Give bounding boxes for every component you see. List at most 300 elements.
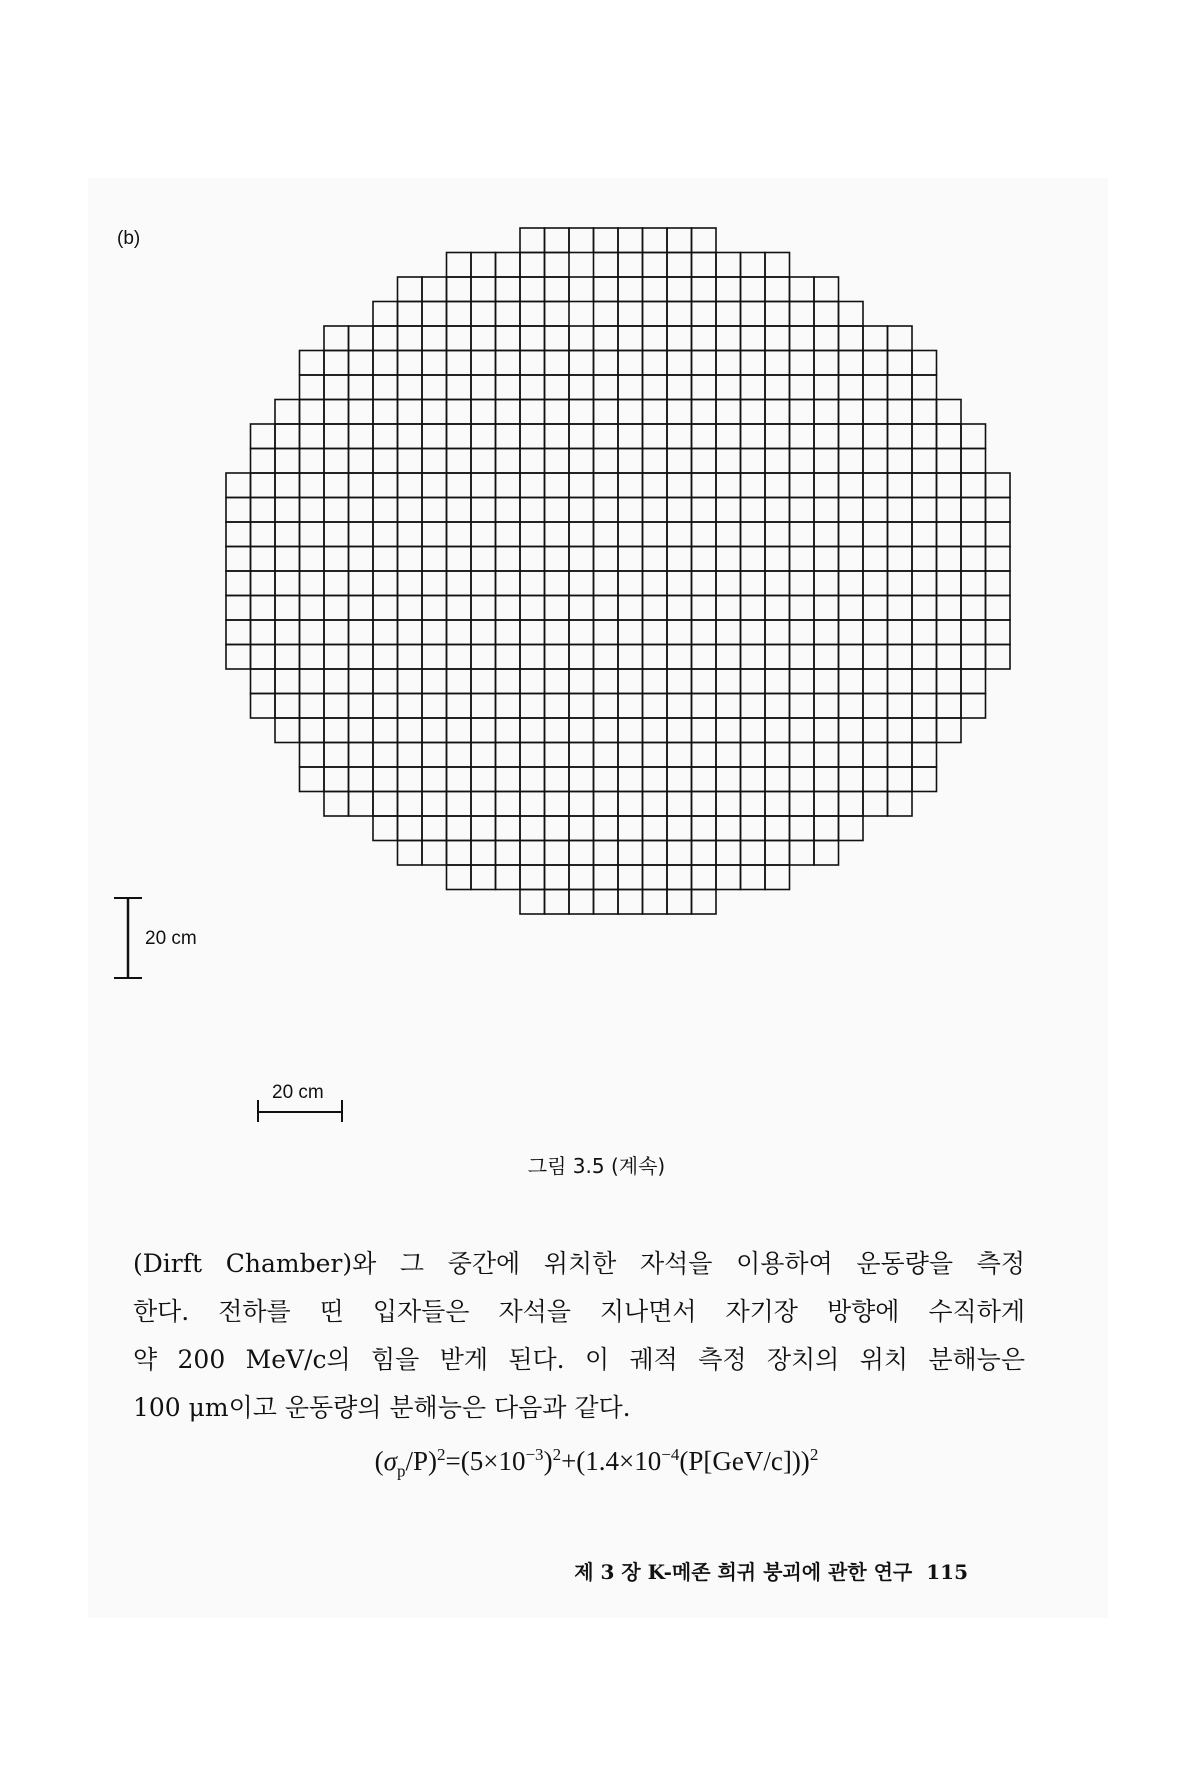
grid-cell bbox=[300, 620, 325, 645]
grid-cell bbox=[471, 694, 496, 719]
grid-cell bbox=[912, 449, 937, 474]
grid-cell bbox=[496, 400, 521, 425]
grid-cell bbox=[447, 841, 472, 866]
grid-cell bbox=[398, 277, 423, 302]
grid-cell bbox=[790, 498, 815, 523]
running-head: 제 3 장 K-메존 희귀 붕괴에 관한 연구 bbox=[574, 1560, 913, 1584]
grid-cell bbox=[692, 547, 717, 572]
grid-cell bbox=[937, 694, 962, 719]
grid-cell bbox=[692, 302, 717, 327]
grid-cell bbox=[912, 473, 937, 498]
grid-cell bbox=[226, 571, 251, 596]
detector-grid bbox=[226, 228, 1010, 914]
grid-cell bbox=[471, 547, 496, 572]
grid-cell bbox=[373, 326, 398, 351]
grid-cell bbox=[912, 767, 937, 792]
grid-cell bbox=[692, 890, 717, 915]
grid-cell bbox=[741, 816, 766, 841]
grid-cell bbox=[569, 498, 594, 523]
grid-cell bbox=[545, 669, 570, 694]
grid-cell bbox=[618, 816, 643, 841]
grid-cell bbox=[667, 522, 692, 547]
grid-cell bbox=[422, 473, 447, 498]
grid-cell bbox=[790, 547, 815, 572]
grid-cell bbox=[569, 743, 594, 768]
grid-cell bbox=[447, 792, 472, 817]
grid-cell bbox=[275, 596, 300, 621]
grid-cell bbox=[349, 620, 374, 645]
grid-cell bbox=[839, 375, 864, 400]
grid-cell bbox=[790, 620, 815, 645]
grid-cell bbox=[349, 375, 374, 400]
grid-cell bbox=[471, 375, 496, 400]
grid-cell bbox=[594, 571, 619, 596]
grid-cell bbox=[594, 302, 619, 327]
grid-cell bbox=[422, 547, 447, 572]
grid-cell bbox=[520, 375, 545, 400]
grid-cell bbox=[643, 816, 668, 841]
grid-cell bbox=[790, 596, 815, 621]
grid-cell bbox=[643, 645, 668, 670]
grid-cell bbox=[863, 694, 888, 719]
grid-cell bbox=[398, 620, 423, 645]
grid-cell bbox=[937, 718, 962, 743]
grid-cell bbox=[692, 375, 717, 400]
grid-cell bbox=[300, 669, 325, 694]
grid-cell bbox=[618, 841, 643, 866]
grid-cell bbox=[814, 498, 839, 523]
grid-cell bbox=[937, 400, 962, 425]
grid-cell bbox=[692, 473, 717, 498]
grid-cell bbox=[618, 792, 643, 817]
grid-cell bbox=[667, 767, 692, 792]
grid-cell bbox=[643, 767, 668, 792]
grid-cell bbox=[324, 645, 349, 670]
grid-cell bbox=[863, 449, 888, 474]
grid-cell bbox=[324, 743, 349, 768]
grid-cell bbox=[373, 547, 398, 572]
grid-cell bbox=[520, 302, 545, 327]
grid-cell bbox=[569, 767, 594, 792]
grid-cell bbox=[814, 277, 839, 302]
grid-cell bbox=[496, 620, 521, 645]
grid-cell bbox=[986, 473, 1011, 498]
grid-cell bbox=[667, 351, 692, 376]
grid-cell bbox=[667, 841, 692, 866]
grid-cell bbox=[520, 522, 545, 547]
grid-cell bbox=[275, 694, 300, 719]
grid-cell bbox=[349, 743, 374, 768]
grid-cell bbox=[496, 669, 521, 694]
grid-cell bbox=[961, 645, 986, 670]
grid-cell bbox=[520, 841, 545, 866]
grid-cell bbox=[839, 326, 864, 351]
grid-cell bbox=[667, 596, 692, 621]
grid-cell bbox=[398, 424, 423, 449]
grid-cell bbox=[520, 890, 545, 915]
grid-cell bbox=[398, 571, 423, 596]
grid-cell bbox=[422, 645, 447, 670]
grid-cell bbox=[643, 841, 668, 866]
grid-cell bbox=[496, 743, 521, 768]
grid-cell bbox=[251, 449, 276, 474]
grid-cell bbox=[937, 473, 962, 498]
grid-cell bbox=[398, 841, 423, 866]
grid-cell bbox=[300, 694, 325, 719]
grid-cell bbox=[300, 596, 325, 621]
grid-cell bbox=[373, 424, 398, 449]
grid-cell bbox=[692, 228, 717, 253]
grid-cell bbox=[692, 841, 717, 866]
grid-cell bbox=[324, 620, 349, 645]
grid-cell bbox=[790, 571, 815, 596]
grid-cell bbox=[839, 571, 864, 596]
grid-cell bbox=[814, 424, 839, 449]
grid-cell bbox=[863, 571, 888, 596]
grid-cell bbox=[839, 718, 864, 743]
body-paragraph bbox=[133, 1240, 1025, 1432]
grid-cell bbox=[545, 375, 570, 400]
grid-cell bbox=[618, 253, 643, 278]
grid-cell bbox=[618, 767, 643, 792]
grid-cell bbox=[692, 424, 717, 449]
grid-cell bbox=[643, 669, 668, 694]
grid-cell bbox=[496, 351, 521, 376]
grid-cell bbox=[765, 473, 790, 498]
grid-cell bbox=[569, 841, 594, 866]
grid-cell bbox=[618, 620, 643, 645]
grid-cell bbox=[251, 571, 276, 596]
grid-cell bbox=[765, 865, 790, 890]
grid-cell bbox=[716, 253, 741, 278]
grid-cell bbox=[569, 865, 594, 890]
grid-cell bbox=[496, 375, 521, 400]
grid-cell bbox=[324, 522, 349, 547]
grid-cell bbox=[447, 449, 472, 474]
grid-cell bbox=[618, 718, 643, 743]
grid-cell bbox=[839, 498, 864, 523]
grid-cell bbox=[422, 669, 447, 694]
grid-cell bbox=[496, 596, 521, 621]
grid-cell bbox=[741, 547, 766, 572]
grid-cell bbox=[569, 400, 594, 425]
grid-cell bbox=[422, 792, 447, 817]
grid-cell bbox=[618, 522, 643, 547]
grid-cell bbox=[888, 571, 913, 596]
grid-cell bbox=[716, 326, 741, 351]
grid-cell bbox=[765, 253, 790, 278]
grid-cell bbox=[373, 571, 398, 596]
grid-cell bbox=[324, 669, 349, 694]
grid-cell bbox=[790, 743, 815, 768]
grid-cell bbox=[569, 669, 594, 694]
grid-cell bbox=[643, 449, 668, 474]
grid-cell bbox=[692, 522, 717, 547]
grid-cell bbox=[594, 400, 619, 425]
grid-cell bbox=[741, 669, 766, 694]
grid-cell bbox=[814, 645, 839, 670]
grid-cell bbox=[667, 375, 692, 400]
grid-cell bbox=[618, 498, 643, 523]
grid-cell bbox=[569, 375, 594, 400]
grid-cell bbox=[912, 645, 937, 670]
grid-cell bbox=[986, 522, 1011, 547]
grid-cell bbox=[545, 571, 570, 596]
grid-cell bbox=[667, 865, 692, 890]
grid-cell bbox=[716, 571, 741, 596]
grid-cell bbox=[667, 449, 692, 474]
grid-cell bbox=[300, 767, 325, 792]
grid-cell bbox=[471, 620, 496, 645]
grid-cell bbox=[716, 498, 741, 523]
grid-cell bbox=[863, 326, 888, 351]
grid-cell bbox=[324, 718, 349, 743]
grid-cell bbox=[545, 816, 570, 841]
grid-cell bbox=[569, 351, 594, 376]
grid-cell bbox=[594, 596, 619, 621]
grid-cell bbox=[398, 816, 423, 841]
grid-cell bbox=[741, 253, 766, 278]
grid-cell bbox=[643, 351, 668, 376]
grid-cell bbox=[839, 351, 864, 376]
grid-cell bbox=[741, 620, 766, 645]
grid-cell bbox=[324, 547, 349, 572]
grid-cell bbox=[422, 449, 447, 474]
grid-cell bbox=[569, 424, 594, 449]
body-line: 100 μm이고 운동량의 분해능은 다음과 같다. bbox=[133, 1393, 631, 1422]
grid-cell bbox=[986, 571, 1011, 596]
grid-cell bbox=[961, 596, 986, 621]
grid-cell bbox=[324, 400, 349, 425]
grid-cell bbox=[471, 326, 496, 351]
grid-cell bbox=[888, 449, 913, 474]
grid-cell bbox=[716, 596, 741, 621]
grid-cell bbox=[447, 473, 472, 498]
grid-cell bbox=[300, 424, 325, 449]
grid-cell bbox=[471, 302, 496, 327]
grid-cell bbox=[643, 498, 668, 523]
grid-cell bbox=[692, 571, 717, 596]
grid-cell bbox=[471, 865, 496, 890]
grid-cell bbox=[569, 792, 594, 817]
grid-cell bbox=[398, 596, 423, 621]
grid-cell bbox=[667, 571, 692, 596]
grid-cell bbox=[839, 743, 864, 768]
grid-cell bbox=[765, 547, 790, 572]
grid-cell bbox=[447, 522, 472, 547]
grid-cell bbox=[398, 792, 423, 817]
grid-cell bbox=[765, 792, 790, 817]
grid-cell bbox=[765, 351, 790, 376]
grid-cell bbox=[716, 351, 741, 376]
grid-cell bbox=[594, 792, 619, 817]
grid-cell bbox=[226, 522, 251, 547]
formula-part: ( bbox=[374, 1446, 384, 1476]
grid-cell bbox=[863, 473, 888, 498]
grid-cell bbox=[349, 351, 374, 376]
grid-cell bbox=[251, 645, 276, 670]
grid-cell bbox=[961, 449, 986, 474]
grid-cell bbox=[349, 571, 374, 596]
grid-cell bbox=[643, 596, 668, 621]
grid-cell bbox=[814, 620, 839, 645]
grid-cell bbox=[324, 596, 349, 621]
formula-part: (P[GeV/c])) bbox=[679, 1446, 810, 1476]
grid-cell bbox=[594, 326, 619, 351]
grid-cell bbox=[716, 865, 741, 890]
grid-cell bbox=[961, 473, 986, 498]
grid-cell bbox=[912, 669, 937, 694]
grid-cell bbox=[741, 865, 766, 890]
grid-cell bbox=[692, 449, 717, 474]
grid-cell bbox=[251, 424, 276, 449]
grid-cell bbox=[937, 669, 962, 694]
grid-cell bbox=[839, 522, 864, 547]
grid-cell bbox=[349, 522, 374, 547]
grid-cell bbox=[643, 228, 668, 253]
grid-cell bbox=[937, 571, 962, 596]
grid-cell bbox=[447, 400, 472, 425]
grid-cell bbox=[496, 473, 521, 498]
grid-cell bbox=[741, 449, 766, 474]
grid-cell bbox=[545, 792, 570, 817]
grid-cell bbox=[471, 253, 496, 278]
horizontal-scale-label: 20 cm bbox=[272, 1082, 324, 1103]
grid-cell bbox=[594, 424, 619, 449]
grid-cell bbox=[422, 277, 447, 302]
vertical-scale-label: 20 cm bbox=[145, 928, 197, 949]
grid-cell bbox=[716, 449, 741, 474]
grid-cell bbox=[643, 302, 668, 327]
grid-cell bbox=[545, 547, 570, 572]
grid-cell bbox=[765, 694, 790, 719]
grid-cell bbox=[422, 302, 447, 327]
grid-cell bbox=[765, 498, 790, 523]
panel-label: (b) bbox=[117, 228, 141, 249]
grid-cell bbox=[692, 669, 717, 694]
grid-cell bbox=[790, 718, 815, 743]
grid-cell bbox=[839, 816, 864, 841]
grid-cell bbox=[741, 302, 766, 327]
grid-cell bbox=[667, 620, 692, 645]
grid-cell bbox=[618, 375, 643, 400]
grid-cell bbox=[275, 498, 300, 523]
grid-cell bbox=[398, 718, 423, 743]
grid-cell bbox=[300, 498, 325, 523]
grid-cell bbox=[520, 326, 545, 351]
grid-cell bbox=[667, 228, 692, 253]
grid-cell bbox=[643, 792, 668, 817]
grid-cell bbox=[300, 400, 325, 425]
grid-cell bbox=[398, 351, 423, 376]
grid-cell bbox=[594, 841, 619, 866]
grid-cell bbox=[765, 816, 790, 841]
grid-cell bbox=[275, 400, 300, 425]
grid-cell bbox=[422, 400, 447, 425]
grid-cell bbox=[520, 498, 545, 523]
grid-cell bbox=[643, 253, 668, 278]
grid-cell bbox=[275, 449, 300, 474]
grid-cell bbox=[545, 694, 570, 719]
grid-cell bbox=[741, 375, 766, 400]
grid-cell bbox=[324, 694, 349, 719]
grid-cell bbox=[888, 375, 913, 400]
grid-cell bbox=[839, 767, 864, 792]
grid-cell bbox=[373, 620, 398, 645]
grid-cell bbox=[496, 718, 521, 743]
grid-cell bbox=[839, 449, 864, 474]
grid-cell bbox=[839, 424, 864, 449]
grid-cell bbox=[373, 718, 398, 743]
grid-cell bbox=[251, 522, 276, 547]
grid-cell bbox=[594, 718, 619, 743]
grid-cell bbox=[594, 890, 619, 915]
grid-cell bbox=[765, 424, 790, 449]
grid-cell bbox=[790, 767, 815, 792]
grid-cell bbox=[692, 767, 717, 792]
grid-cell bbox=[765, 326, 790, 351]
grid-cell bbox=[618, 645, 643, 670]
grid-cell bbox=[790, 424, 815, 449]
grid-cell bbox=[422, 841, 447, 866]
grid-cell bbox=[545, 228, 570, 253]
grid-cell bbox=[349, 547, 374, 572]
grid-cell bbox=[520, 547, 545, 572]
grid-cell bbox=[716, 400, 741, 425]
grid-cell bbox=[226, 473, 251, 498]
grid-cell bbox=[545, 253, 570, 278]
grid-cell bbox=[398, 473, 423, 498]
grid-cell bbox=[496, 767, 521, 792]
grid-cell bbox=[765, 718, 790, 743]
grid-cell bbox=[814, 351, 839, 376]
grid-cell bbox=[912, 400, 937, 425]
figure-caption: 그림 3.5 (계속) bbox=[527, 1154, 666, 1178]
grid-cell bbox=[692, 792, 717, 817]
grid-cell bbox=[300, 449, 325, 474]
grid-cell bbox=[324, 767, 349, 792]
grid-cell bbox=[814, 449, 839, 474]
grid-cell bbox=[447, 669, 472, 694]
grid-cell bbox=[692, 816, 717, 841]
grid-cell bbox=[545, 645, 570, 670]
grid-cell bbox=[496, 326, 521, 351]
body-line: (Dirft Chamber)와 그 중간에 위치한 자석을 이용하여 운동량을 측정 bbox=[133, 1249, 1025, 1278]
grid-cell bbox=[275, 620, 300, 645]
grid-cell bbox=[961, 424, 986, 449]
grid-cell bbox=[447, 302, 472, 327]
grid-cell bbox=[692, 718, 717, 743]
grid-cell bbox=[545, 449, 570, 474]
grid-cell bbox=[324, 571, 349, 596]
grid-cell bbox=[300, 571, 325, 596]
grid-cell bbox=[569, 326, 594, 351]
grid-cell bbox=[471, 498, 496, 523]
grid-cell bbox=[765, 375, 790, 400]
grid-cell bbox=[839, 596, 864, 621]
grid-cell bbox=[618, 547, 643, 572]
grid-cell bbox=[790, 645, 815, 670]
grid-cell bbox=[594, 767, 619, 792]
grid-cell bbox=[716, 375, 741, 400]
grid-cell bbox=[814, 400, 839, 425]
grid-cell bbox=[716, 694, 741, 719]
grid-cell bbox=[618, 351, 643, 376]
grid-cell bbox=[520, 351, 545, 376]
grid-cell bbox=[741, 326, 766, 351]
grid-cell bbox=[300, 743, 325, 768]
grid-cell bbox=[814, 473, 839, 498]
